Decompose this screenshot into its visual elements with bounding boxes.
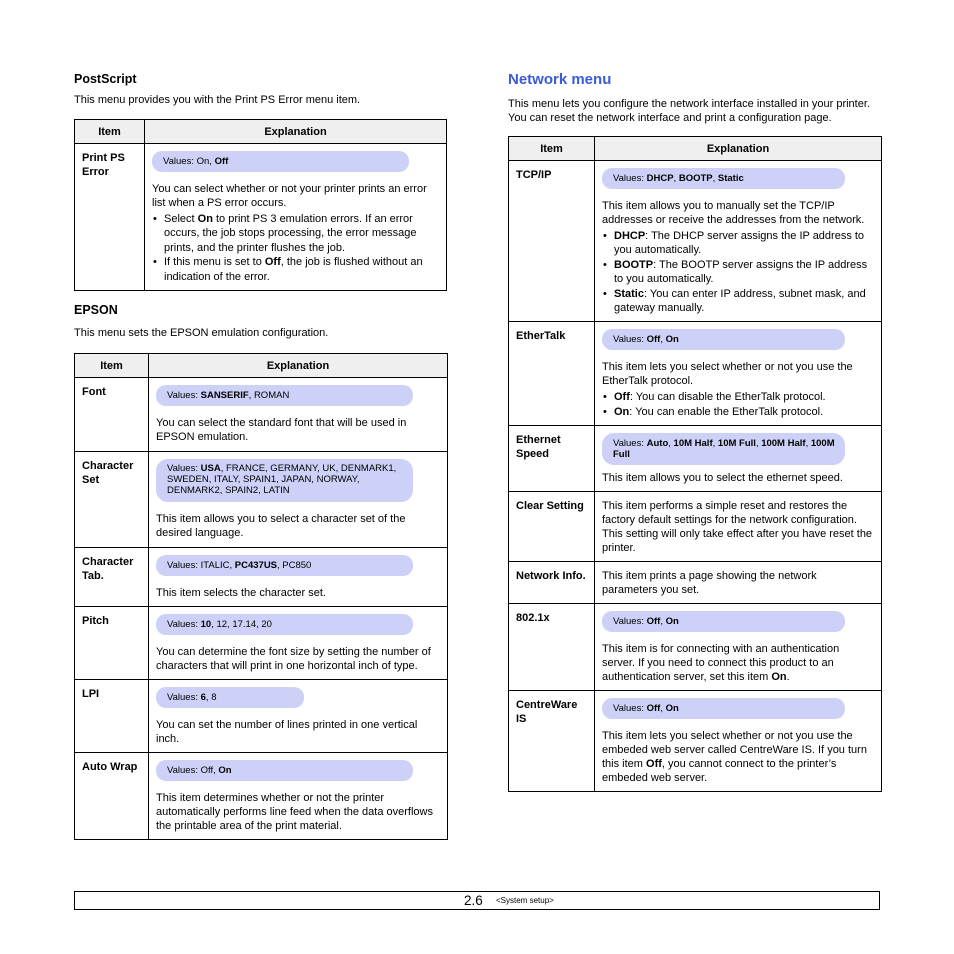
table-row bbox=[509, 426, 882, 492]
table-header-item: Item bbox=[75, 120, 145, 144]
item-name: 802.1x bbox=[509, 604, 595, 691]
item-description: This item allows you to select a character set of the desired language. bbox=[156, 513, 406, 540]
values-pill: Values: 6, 8 bbox=[156, 687, 304, 708]
item-name: Clear Setting bbox=[509, 492, 595, 562]
epson-heading: EPSON bbox=[74, 303, 118, 318]
item-name: Character Tab. bbox=[75, 548, 149, 607]
table-row bbox=[75, 753, 448, 840]
table-row bbox=[75, 144, 447, 291]
table-row bbox=[75, 680, 448, 753]
item-description: This item is for connecting with an authentication server. If you need to connect this product to an authentication server, set this item On. bbox=[602, 643, 840, 684]
item-description: This item prints a page showing the network parameters you set. bbox=[602, 570, 817, 597]
values-pill: Values: Off, On bbox=[602, 329, 845, 350]
list-item: • Static: You can enter IP address, subnet mask, and gateway manually. bbox=[614, 287, 874, 316]
network-intro: This menu lets you configure the network interface installed in your printer. You can reset the network interface and print a configuration page. bbox=[508, 98, 870, 124]
item-description: This item allows you to select the ethernet speed. bbox=[602, 472, 843, 485]
values-pill: Values: Off, On bbox=[156, 760, 413, 781]
values-pill: Values: SANSERIF, ROMAN bbox=[156, 385, 413, 406]
list-item: • Select On to print PS 3 emulation errors. If an error occurs, the job stops processing, the error message prints, and the printer flushes the job. bbox=[164, 212, 439, 255]
item-description: This item determines whether or not the printer automatically performs line feed when the data overflows the printable area of the print material. bbox=[156, 792, 433, 833]
item-description: This item selects the character set. bbox=[156, 587, 326, 600]
table-row bbox=[75, 607, 448, 680]
item-name: Network Info. bbox=[509, 562, 595, 604]
table-row bbox=[509, 604, 882, 691]
values-pill: Values: Off, On bbox=[602, 611, 845, 632]
item-name: Auto Wrap bbox=[75, 753, 149, 840]
item-name: EtherTalk bbox=[509, 322, 595, 426]
item-name: Pitch bbox=[75, 607, 149, 680]
table-row bbox=[509, 322, 882, 426]
epson-table bbox=[74, 353, 448, 840]
table-row bbox=[509, 161, 882, 322]
list-item: • If this menu is set to Off, the job is flushed without an indication of the error. bbox=[164, 255, 439, 284]
table-row bbox=[509, 691, 882, 792]
bullet-list bbox=[152, 212, 439, 284]
table-header-item: Item bbox=[509, 137, 595, 161]
right-column bbox=[508, 71, 880, 792]
table-header-item: Item bbox=[75, 354, 149, 378]
postscript-intro: This menu provides you with the Print PS Error menu item. bbox=[74, 94, 361, 106]
item-name: TCP/IP bbox=[509, 161, 595, 322]
bullet-list bbox=[602, 390, 874, 419]
section-label: <System setup> bbox=[496, 896, 554, 905]
item-description: You can determine the font size by setting the number of characters that will print in one horizontal inch of type. bbox=[156, 646, 431, 673]
table-row bbox=[509, 492, 882, 562]
list-item: • Off: You can disable the EtherTalk protocol. bbox=[614, 390, 874, 404]
network-table bbox=[508, 136, 882, 792]
left-column bbox=[74, 71, 446, 840]
item-description: You can select the standard font that will be used in EPSON emulation. bbox=[156, 417, 407, 444]
list-item: • On: You can enable the EtherTalk protocol. bbox=[614, 405, 874, 419]
table-row bbox=[75, 452, 448, 548]
values-pill: Values: 10, 12, 17.14, 20 bbox=[156, 614, 413, 635]
epson-intro: This menu sets the EPSON emulation configuration. bbox=[74, 327, 329, 340]
postscript-heading: PostScript bbox=[74, 72, 137, 86]
item-description: This item allows you to manually set the TCP/IP addresses or receive the addresses from the network. bbox=[602, 200, 865, 226]
values-pill: Values: ITALIC, PC437US, PC850 bbox=[156, 555, 413, 576]
item-description: You can set the number of lines printed in one vertical inch. bbox=[156, 719, 418, 746]
page-number: 2.6 bbox=[464, 893, 483, 908]
item-description: This item lets you select whether or not you use the EtherTalk protocol. bbox=[602, 361, 853, 388]
table-header-explanation: Explanation bbox=[595, 137, 882, 161]
table-header-explanation: Explanation bbox=[149, 354, 448, 378]
table-row bbox=[75, 378, 448, 452]
item-name: Ethernet Speed bbox=[509, 426, 595, 492]
table-header-explanation: Explanation bbox=[145, 120, 447, 144]
values-pill: Values: DHCP, BOOTP, Static bbox=[602, 168, 845, 189]
item-name: Font bbox=[75, 378, 149, 452]
bullet-list bbox=[602, 229, 874, 315]
values-pill: Values: On, Off bbox=[152, 151, 409, 172]
item-description: This item performs a simple reset and restores the factory default settings for the network configuration. This setting will only take effect after you have reset the printer. bbox=[602, 500, 873, 555]
table-row bbox=[75, 548, 448, 607]
item-name: Print PS Error bbox=[75, 144, 145, 291]
list-item: • BOOTP: The BOOTP server assigns the IP address to you automatically. bbox=[614, 258, 874, 287]
item-name: CentreWare IS bbox=[509, 691, 595, 792]
postscript-table bbox=[74, 119, 447, 291]
values-pill: Values: Off, On bbox=[602, 698, 845, 719]
item-name: LPI bbox=[75, 680, 149, 753]
item-description: This item lets you select whether or not you use the embeded web server called CentreWare IS. If you turn this item Off, you cannot connect to the printer’s embeded web server. bbox=[602, 730, 867, 785]
item-name: Character Set bbox=[75, 452, 149, 548]
item-description: You can select whether or not your printer prints an error list when a PS error occurs. bbox=[152, 183, 427, 209]
list-item: • DHCP: The DHCP server assigns the IP address to you automatically. bbox=[614, 229, 874, 258]
values-pill: Values: Auto, 10M Half, 10M Full, 100M Half, 100M Full bbox=[602, 433, 845, 465]
network-heading: Network menu bbox=[508, 71, 612, 88]
values-pill: Values: USA, FRANCE, GERMANY, UK, DENMARK1, SWEDEN, ITALY, SPAIN1, JAPAN, NORWAY, DENMARK2, SPAIN2, LATIN bbox=[156, 459, 413, 502]
table-row bbox=[509, 562, 882, 604]
page-footer bbox=[74, 891, 880, 910]
